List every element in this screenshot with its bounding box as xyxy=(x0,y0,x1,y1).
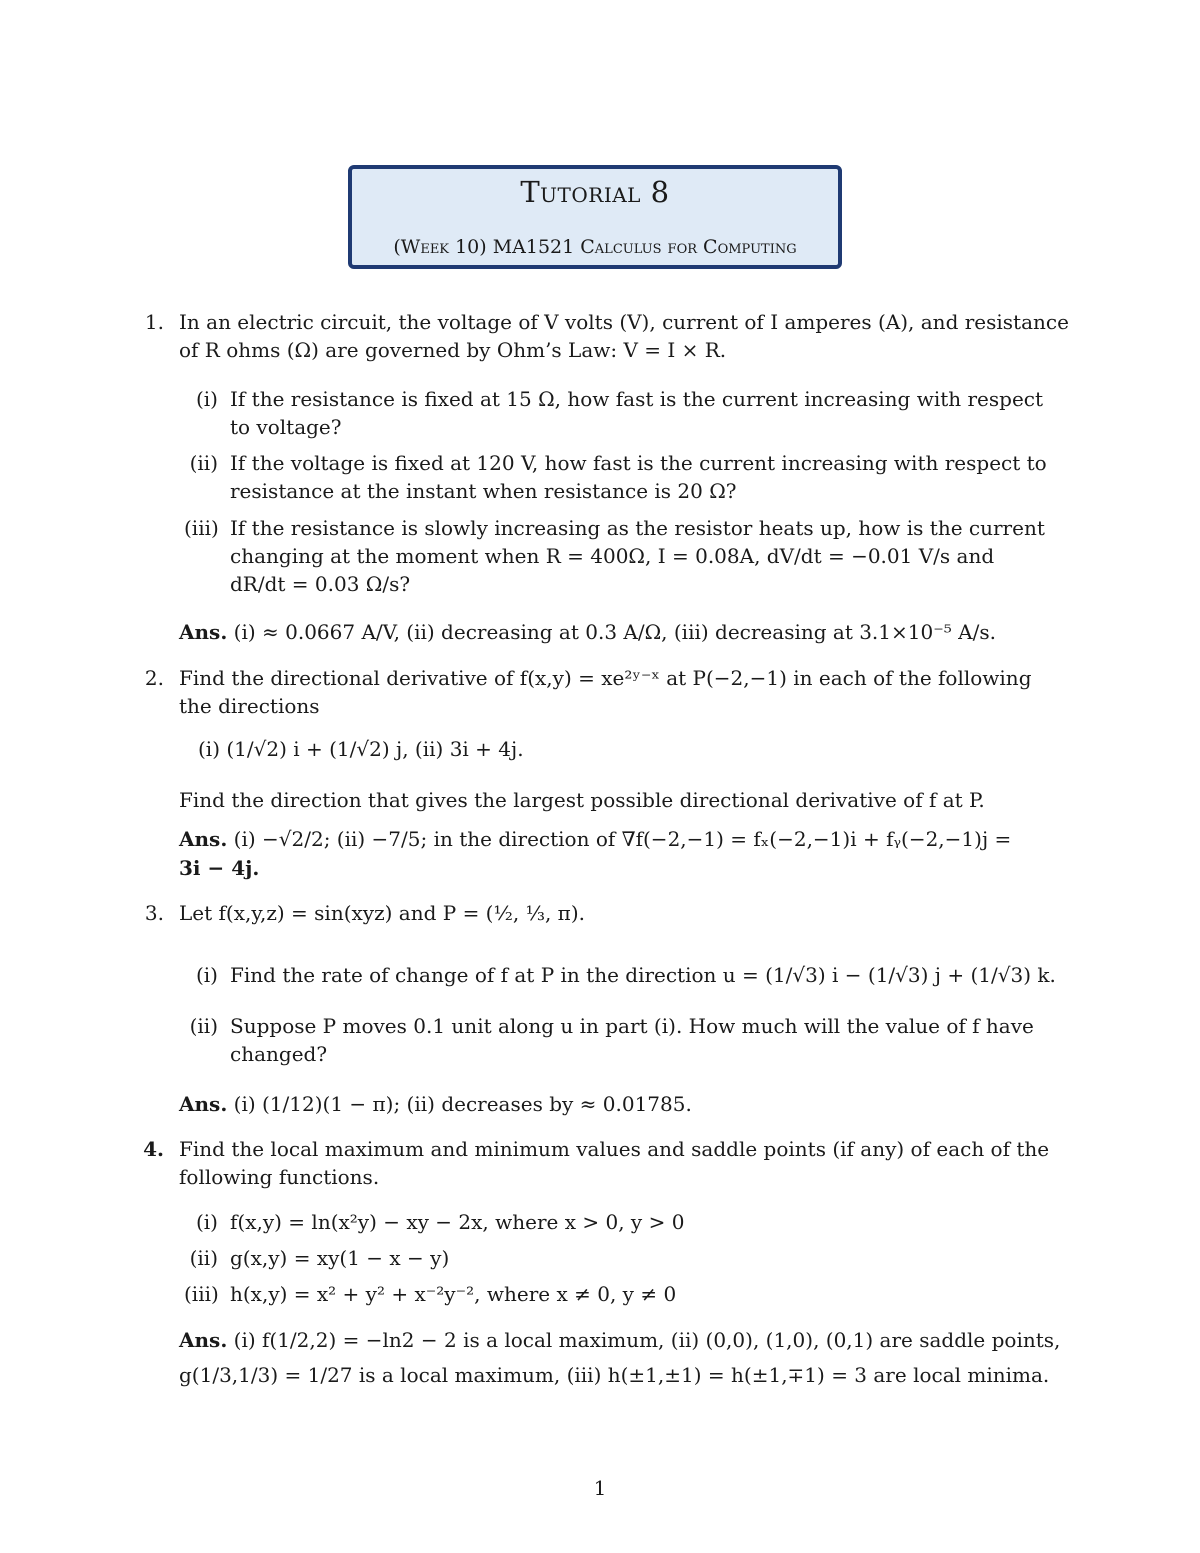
q1-ii-label: (ii) xyxy=(189,451,218,475)
q1-iii-line3: dR/dt = 0.03 Ω/s? xyxy=(230,572,411,596)
q1-i-line1: If the resistance is fixed at 15 Ω, how fast is the current increasing with respect xyxy=(230,387,1044,411)
q2-line3: Find the direction that gives the largest possible directional derivative of f at P. xyxy=(179,788,985,812)
q4-ii-label: (ii) xyxy=(189,1246,218,1270)
q3-answer-label: Ans. xyxy=(179,1092,228,1116)
q3-answer xyxy=(179,1090,692,1118)
q3-ii-line2: changed? xyxy=(230,1042,328,1066)
q2-line2: the directions xyxy=(179,694,320,718)
q3-ii-label: (ii) xyxy=(189,1014,218,1038)
q1-answer-label: Ans. xyxy=(179,620,228,644)
q4-i-text: f(x,y) = ln(x²y) − xy − 2x, where x > 0, y > 0 xyxy=(230,1210,685,1234)
q1-i-label: (i) xyxy=(195,387,218,411)
q1-ii-line1: If the voltage is fixed at 120 V, how fast is the current increasing with respect to xyxy=(230,451,1047,475)
q1-number: 1. xyxy=(144,310,164,334)
q1-iii-label: (iii) xyxy=(184,516,219,540)
q2-answer-line1: (i) −√2/2; (ii) −7/5; in the direction of ∇f(−2,−1) = fₓ(−2,−1)i + fᵧ(−2,−1)j = xyxy=(233,827,1012,851)
q2-line1: Find the directional derivative of f(x,y) = xe²ʸ⁻ˣ at P(−2,−1) in each of the following xyxy=(179,666,1032,690)
q3-ii-line1: Suppose P moves 0.1 unit along u in part (i). How much will the value of f have xyxy=(230,1014,1034,1038)
q1-ii-line2: resistance at the instant when resistance is 20 Ω? xyxy=(230,479,737,503)
q4-answer-line1: (i) f(1/2,2) = −ln2 − 2 is a local maximum, (ii) (0,0), (1,0), (0,1) are saddle points, xyxy=(233,1328,1061,1352)
q4-line2: following functions. xyxy=(179,1165,380,1189)
q3-number: 3. xyxy=(144,901,164,925)
q2-answer xyxy=(179,825,1011,853)
q4-i-label: (i) xyxy=(195,1210,218,1234)
q2-answer-label: Ans. xyxy=(179,827,228,851)
q1-iii-line1: If the resistance is slowly increasing as the resistor heats up, how is the current xyxy=(230,516,1045,540)
q3-line1: Let f(x,y,z) = sin(xyz) and P = (½, ⅓, π). xyxy=(179,901,585,925)
q1-iii-line2: changing at the moment when R = 400Ω, I = 0.08A, dV/dt = −0.01 V/s and xyxy=(230,544,995,568)
course-subtitle: (Week 10) MA1521 Calculus for Computing xyxy=(393,236,797,258)
q1-answer xyxy=(179,618,996,646)
q4-answer-line2: g(1/3,1/3) = 1/27 is a local maximum, (iii) h(±1,±1) = h(±1,∓1) = 3 are local minima. xyxy=(179,1363,1050,1387)
title-box xyxy=(348,165,842,269)
q1-i-line2: to voltage? xyxy=(230,415,342,439)
q1-line2: of R ohms (Ω) are governed by Ohm’s Law: V = I × R. xyxy=(179,338,727,362)
q4-iii-text: h(x,y) = x² + y² + x⁻²y⁻², where x ≠ 0, y ≠ 0 xyxy=(230,1282,677,1306)
q4-answer xyxy=(179,1326,1060,1354)
q3-i-label: (i) xyxy=(195,963,218,987)
q2-number: 2. xyxy=(144,666,164,690)
q1-answer-text: (i) ≈ 0.0667 A/V, (ii) decreasing at 0.3 A/Ω, (iii) decreasing at 3.1×10⁻⁵ A/s. xyxy=(233,620,996,644)
tutorial-title: Tutorial 8 xyxy=(520,175,670,209)
q3-i-line1: Find the rate of change of f at P in the direction u = (1/√3) i − (1/√3) j + (1/√3) k. xyxy=(230,963,1056,987)
q2-directions: (i) (1/√2) i + (1/√2) j, (ii) 3i + 4j. xyxy=(198,737,524,761)
q4-number: 4. xyxy=(143,1137,164,1161)
q4-answer-label: Ans. xyxy=(179,1328,228,1352)
q3-answer-text: (i) (1/12)(1 − π); (ii) decreases by ≈ 0.01785. xyxy=(233,1092,692,1116)
q4-line1: Find the local maximum and minimum values and saddle points (if any) of each of the xyxy=(179,1137,1050,1161)
q1-line1: In an electric circuit, the voltage of V volts (V), current of I amperes (A), and resistance xyxy=(179,310,1069,334)
q4-ii-text: g(x,y) = xy(1 − x − y) xyxy=(230,1246,450,1270)
q4-iii-label: (iii) xyxy=(184,1282,219,1306)
q2-answer-line2: 3i − 4j. xyxy=(179,856,260,880)
page-number: 1 xyxy=(593,1476,607,1500)
